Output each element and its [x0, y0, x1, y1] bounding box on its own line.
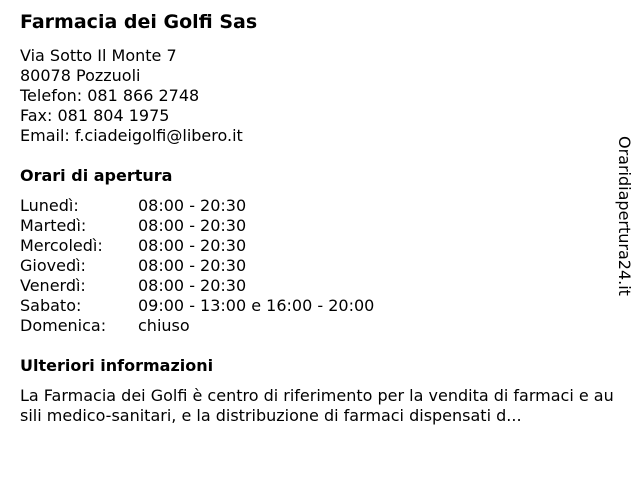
time-value: 08:00 - 20:30 [138, 196, 247, 215]
address-city: 80078 Pozzuoli [20, 66, 141, 85]
phone-number: Telefon: 081 866 2748 [20, 86, 200, 105]
hours-row-saturday [20, 296, 610, 316]
time-value: chiuso [138, 316, 190, 335]
day-label: Sabato: [20, 296, 82, 315]
time-value: 08:00 - 20:30 [138, 276, 247, 295]
more-info-text: La Farmacia dei Golfi è centro di riferimento per la vendita di farmaci e ausili medico-sanitari, e la distribuzione di farmaci dispensati d... [20, 386, 614, 425]
day-label: Mercoledì: [20, 236, 103, 255]
hours-row-friday [20, 276, 610, 296]
contact-block [20, 46, 610, 146]
address-street: Via Sotto Il Monte 7 [20, 46, 177, 65]
hours-row-tuesday [20, 216, 610, 236]
more-info-heading: Ulteriori informazioni [20, 356, 214, 375]
opening-hours-table [20, 196, 610, 336]
day-label: Giovedì: [20, 256, 86, 275]
hours-row-sunday [20, 316, 610, 336]
day-label: Venerdì: [20, 276, 86, 295]
day-label: Martedì: [20, 216, 87, 235]
fax-number: Fax: 081 804 1975 [20, 106, 170, 125]
time-value: 08:00 - 20:30 [138, 236, 247, 255]
hours-row-wednesday [20, 236, 610, 256]
time-value: 08:00 - 20:30 [138, 256, 247, 275]
day-label: Domenica: [20, 316, 107, 335]
hours-row-thursday [20, 256, 610, 276]
email-address: Email: f.ciadeigolfi@libero.it [20, 126, 243, 145]
day-label: Lunedì: [20, 196, 79, 215]
hours-row-monday [20, 196, 610, 216]
business-name: Farmacia dei Golfi Sas [20, 11, 258, 33]
time-value: 09:00 - 13:00 e 16:00 - 20:00 [138, 296, 375, 315]
brand-watermark: Oraridiapertura24.it [615, 136, 634, 296]
time-value: 08:00 - 20:30 [138, 216, 247, 235]
opening-hours-heading: Orari di apertura [20, 166, 173, 185]
pharmacy-listing [20, 8, 614, 426]
